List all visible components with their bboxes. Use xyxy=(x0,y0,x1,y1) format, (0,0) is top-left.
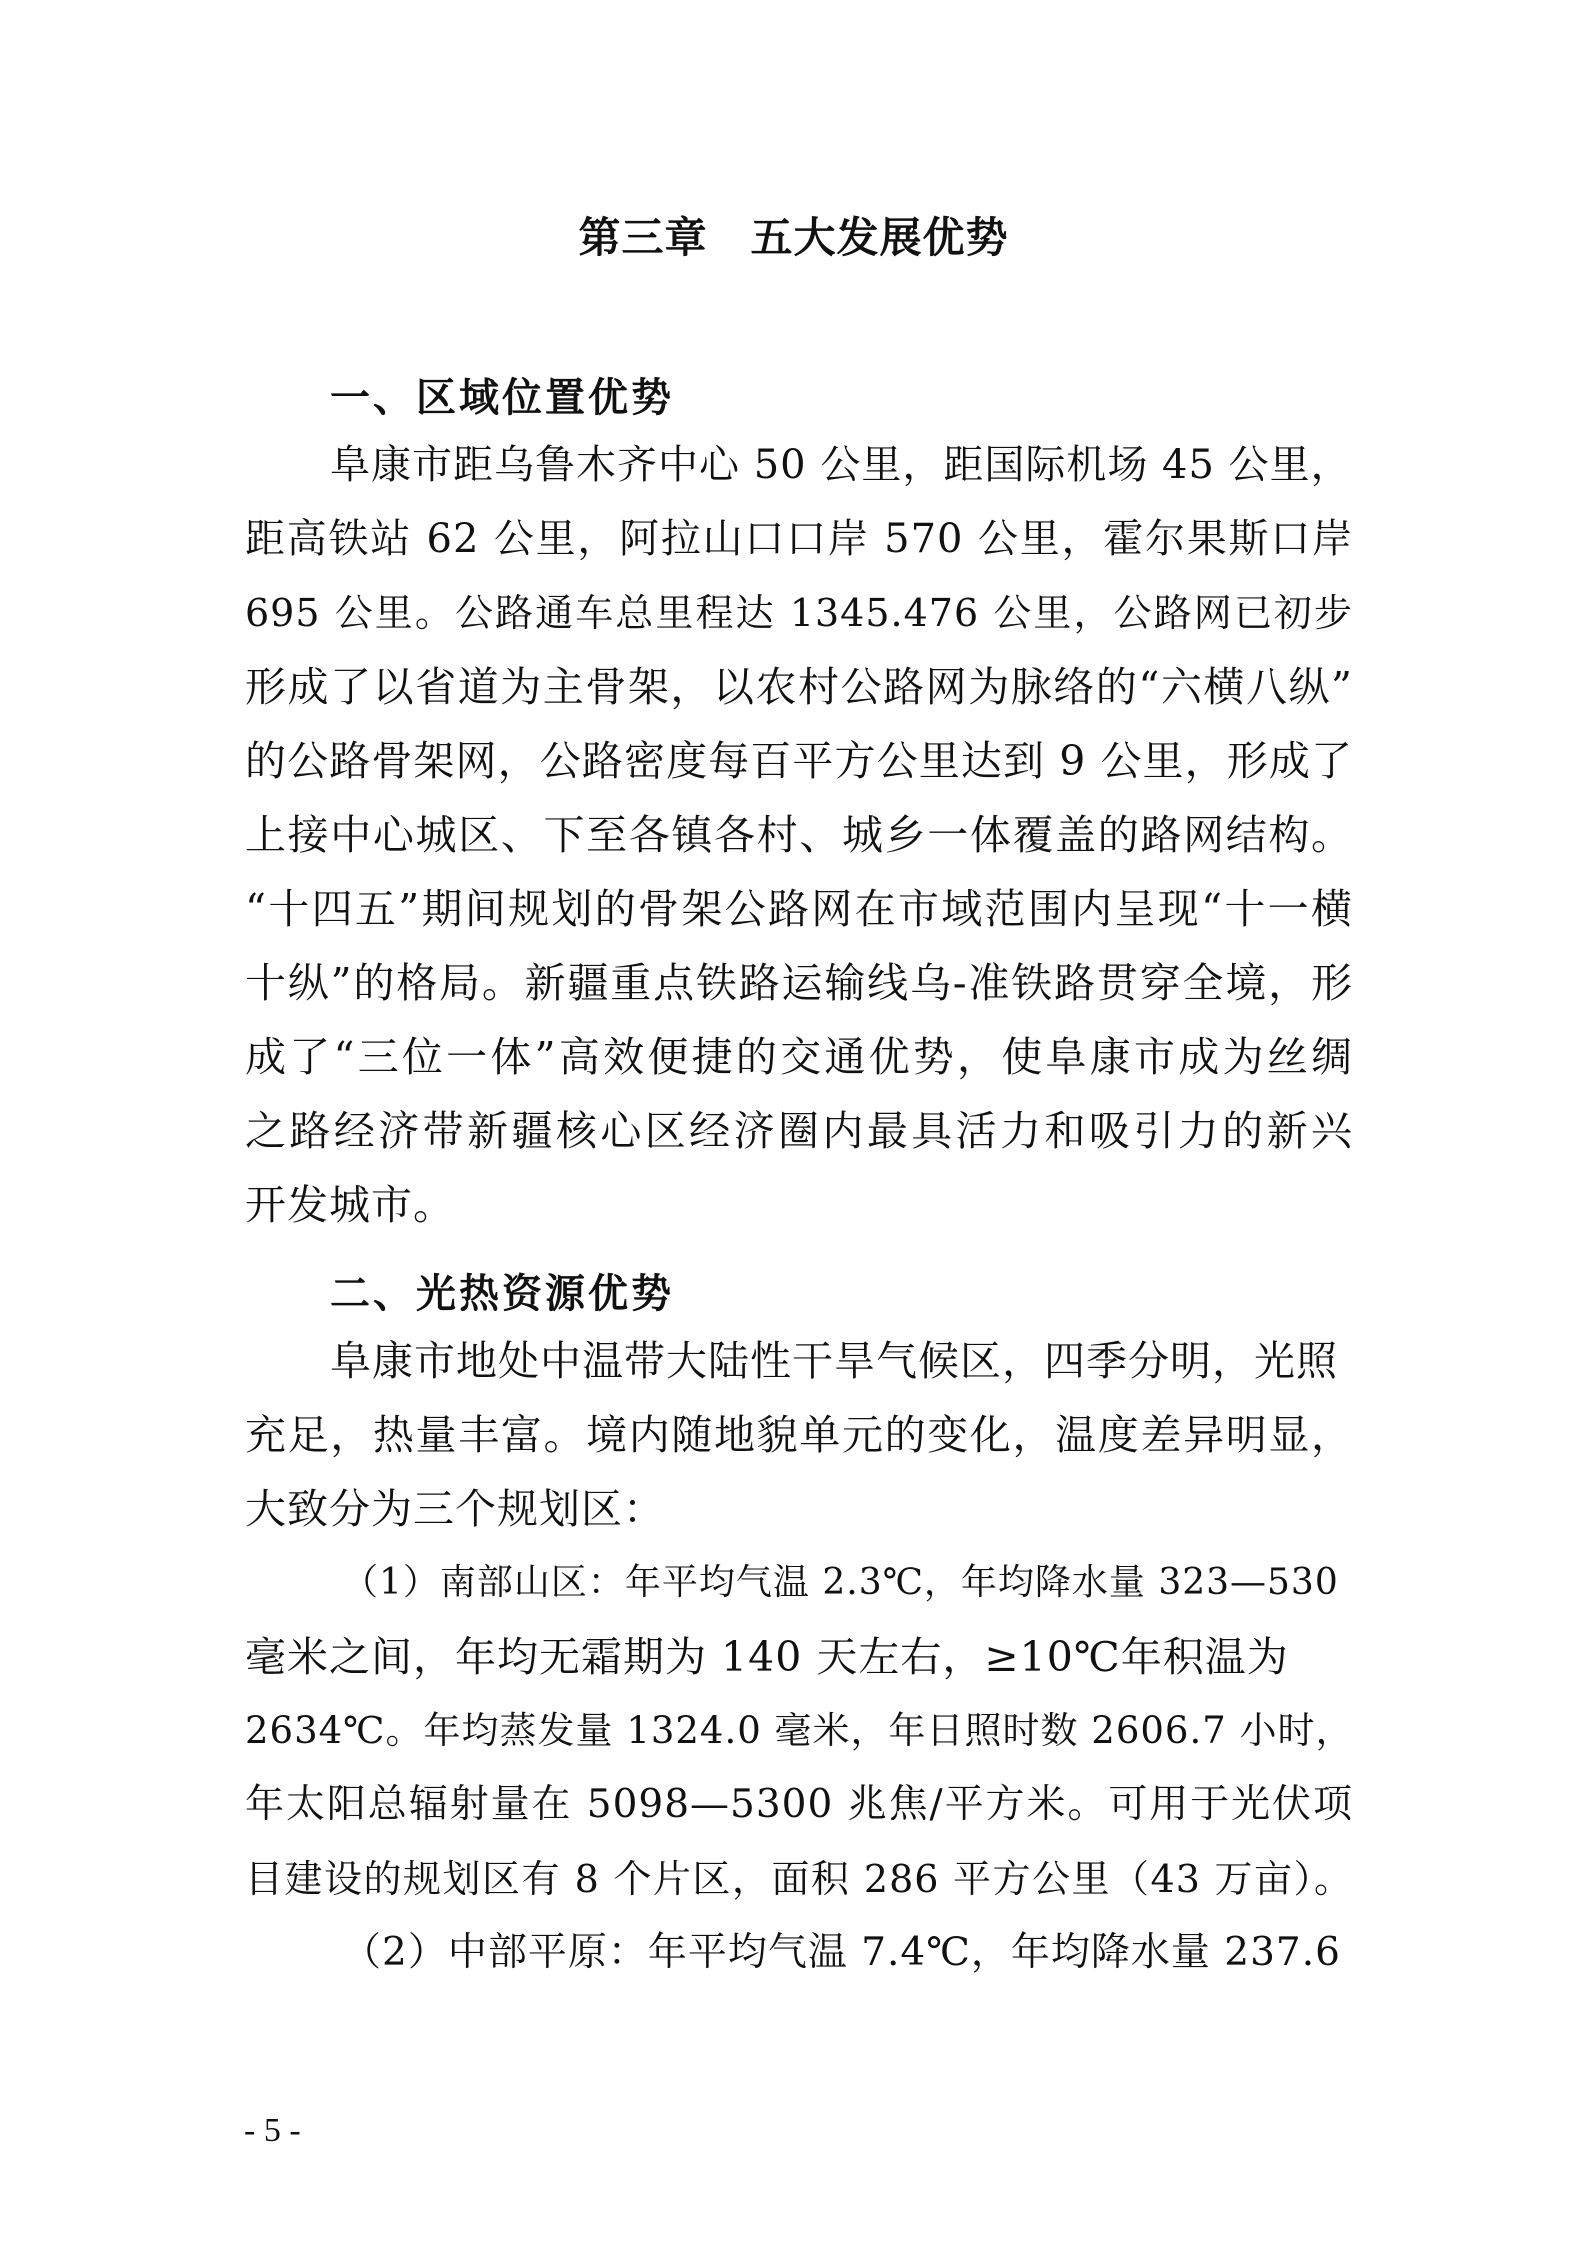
paragraph-line: 十纵”的格局。新疆重点铁路运输线乌-准铁路贯穿全境，形 xyxy=(245,959,1353,1007)
paragraph-line: 形成了以省道为主骨架，以农村公路网为脉络的“六横八纵” xyxy=(245,663,1353,711)
paragraph-line: 开发城市。 xyxy=(245,1181,455,1229)
paragraph-line: （2）中部平原：年平均气温 7.4℃，年均降水量 237.6 xyxy=(342,1930,1341,1975)
paragraph-line: 2634℃。年均蒸发量 1324.0 毫米，年日照时数 2606.7 小时， xyxy=(245,1709,1354,1752)
paragraph-line: 充足，热量丰富。境内随地貌单元的变化，温度差异明显， xyxy=(245,1411,1353,1459)
chapter-title: 第三章 五大发展优势 xyxy=(578,213,1009,262)
paragraph-line: 之路经济带新疆核心区经济圈内最具活力和吸引力的新兴 xyxy=(245,1107,1353,1155)
paragraph-line: 上接中心城区、下至各镇各村、城乡一体覆盖的路网结构。 xyxy=(245,811,1353,859)
section-heading-1: 一、区域位置优势 xyxy=(330,375,674,421)
paragraph-line: （1）南部山区：年平均气温 2.3℃，年均降水量 323—530 xyxy=(342,1562,1339,1603)
paragraph-line: 大致分为三个规划区： xyxy=(245,1485,665,1533)
paragraph-line: “十四五”期间规划的骨架公路网在市域范围内呈现“十一横 xyxy=(245,885,1353,933)
paragraph-line: 成了“三位一体”高效便捷的交通优势，使阜康市成为丝绸 xyxy=(245,1033,1353,1081)
paragraph-line: 阜康市距乌鲁木齐中心 50 公里，距国际机场 45 公里， xyxy=(330,442,1352,488)
paragraph-line: 年太阳总辐射量在 5098—5300 兆焦/平方米。可用于光伏项 xyxy=(245,1782,1353,1827)
paragraph-line: 阜康市地处中温带大陆性干旱气候区，四季分明，光照 xyxy=(330,1337,1338,1385)
paragraph-line: 毫米之间，年均无霜期为 140 天左右，≥10℃年积温为 xyxy=(245,1633,1289,1681)
paragraph-line: 目建设的规划区有 8 个片区，面积 286 平方公里（43 万亩）。 xyxy=(245,1857,1353,1901)
paragraph-line: 距高铁站 62 公里，阿拉山口口岸 570 公里，霍尔果斯口岸 xyxy=(245,516,1353,562)
paragraph-line: 695 公里。公路通车总里程达 1345.476 公里，公路网已初步 xyxy=(245,591,1353,635)
page-number: - 5 - xyxy=(244,2112,301,2149)
section-heading-2: 二、光热资源优势 xyxy=(330,1271,674,1317)
paragraph-line: 的公路骨架网，公路密度每百平方公里达到 9 公里，形成了 xyxy=(245,737,1353,785)
